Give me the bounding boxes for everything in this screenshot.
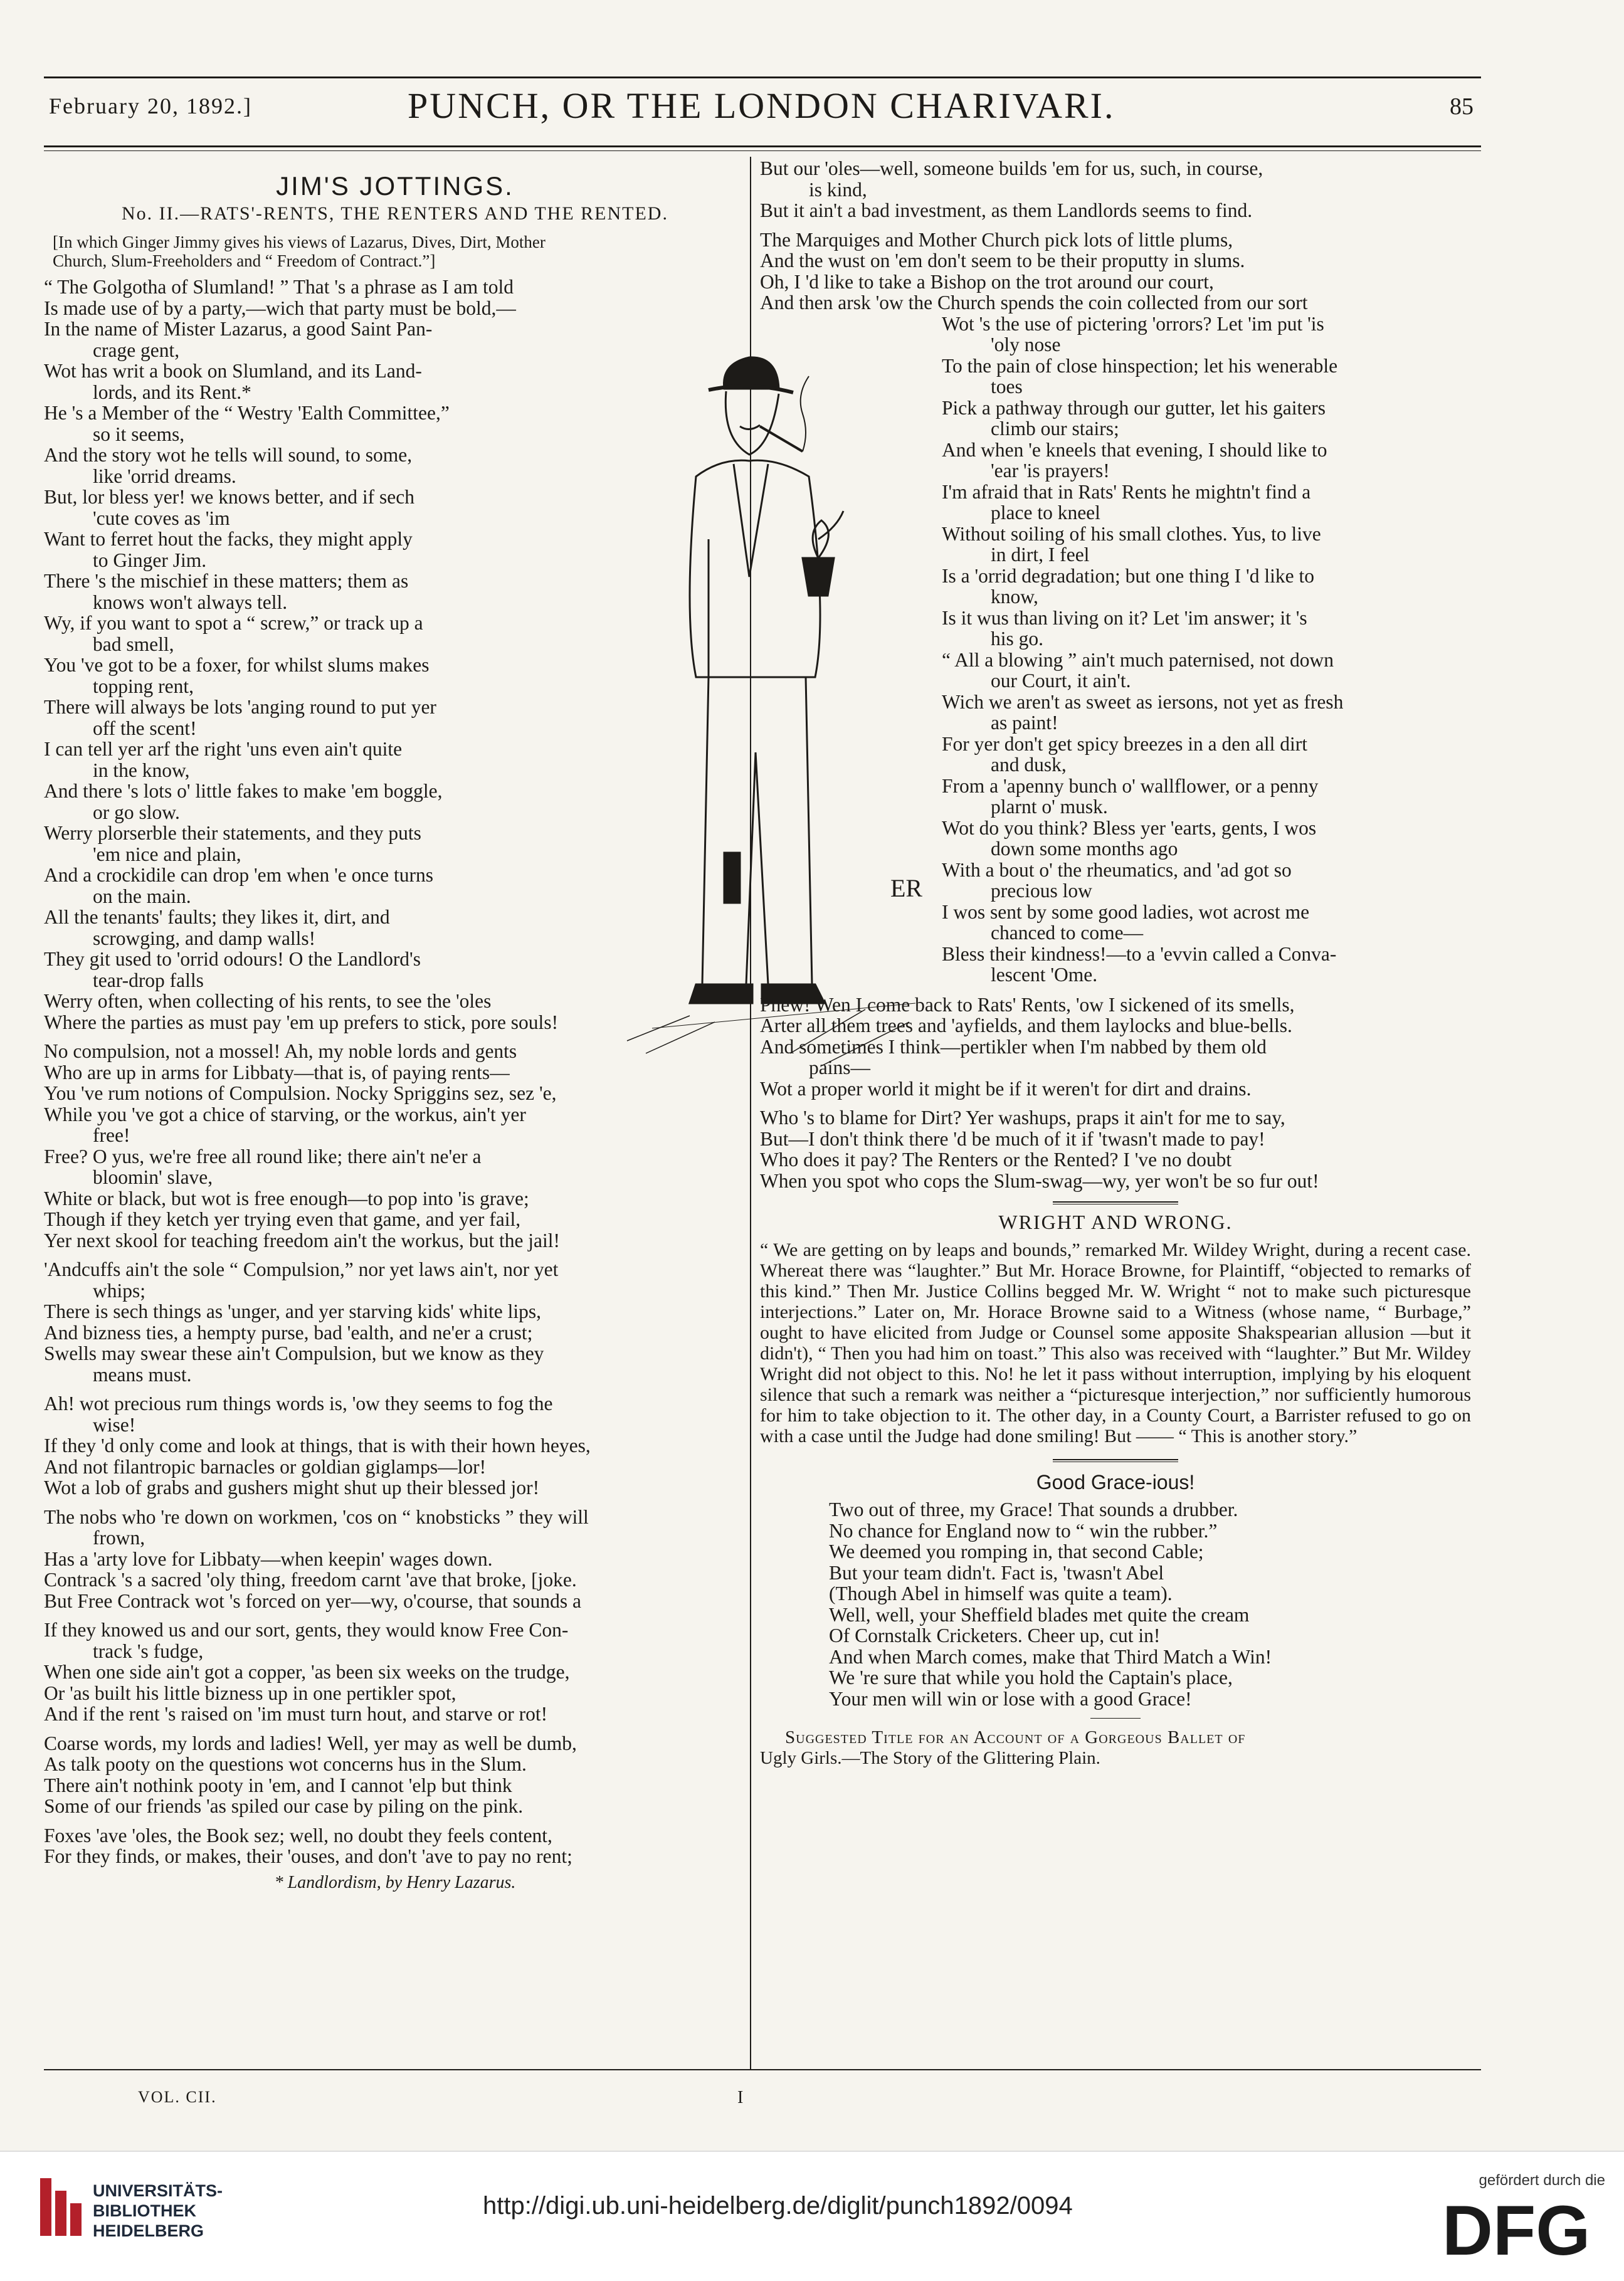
illustrator-monogram: ER: [890, 874, 923, 902]
verse-line: We 're sure that while you hold the Captain's place,: [829, 1667, 1233, 1688]
funding-note: gefördert durch die: [1479, 2172, 1605, 2189]
verse-line: 'ear 'is prayers!: [991, 460, 1110, 482]
verse-line: Swells may swear these ain't Compulsion, but we know as they: [44, 1342, 544, 1364]
verse-line: When one side ain't got a copper, 'as been six weeks on the trudge,: [44, 1661, 570, 1683]
verse-line: precious low: [991, 880, 1092, 902]
poem-stanza-a: [44, 277, 596, 991]
wright-body: “ We are getting on by leaps and bounds,” remarked Mr. Wildey Wright, during a recent case. Whereat there was “laughter.” But Mr. Horace Browne, for Plaintiff, “objected to remarks of this kind.” Then Mr. Justice Collins begged Mr. W. Wright “ not to make such picturesque interjections.” Later on, Mr. Horace Browne said to a Witness (whose name, “ Burbage,” ought to have elicited from Judge or Counsel some apposite Shakspearian allusion —but it didn't), “ Then you had him on toast.” This also was received with “laughter.” But Mr. Wildey Wright did not object to this. No! he let it pass without interruption, implying by his eloquent silence that such a remark was neither a “picturesque interjection,” nor sufficiently humorous for him to take objection to it. The other day, in a County Court, a Barrister refused to go on with a case until the Judge had done smiling! But —— “ This is another story.”: [760, 1239, 1471, 1446]
verse-line: For yer don't get spicy breezes in a den all dirt: [942, 732, 1307, 755]
verse-line: means must.: [93, 1363, 192, 1386]
university-library-logo-icon: [38, 2176, 87, 2238]
verse-line: like 'orrid dreams.: [93, 465, 236, 487]
verse-line: No chance for England now to “ win the rubber.”: [829, 1519, 1218, 1542]
article-note: [In which Ginger Jimmy gives his views of Lazarus, Dives, Dirt, Mother Church, Slum-Freeholders and “ Freedom of Contract.”]: [53, 233, 546, 270]
verse-line: bad smell,: [93, 633, 174, 655]
verse-line: And a crockidile can drop 'em when 'e once turns: [44, 864, 434, 886]
bottom-rule: [44, 2069, 1481, 2070]
issue-date: February 20, 1892.]: [49, 93, 252, 119]
verse-line: whips;: [93, 1279, 146, 1302]
source-url-link[interactable]: http://digi.ub.uni-heidelberg.de/diglit/punch1892/0094: [483, 2192, 1073, 2220]
verse-line: Has a 'arty love for Libbaty—when keepin' wages down.: [44, 1547, 493, 1570]
verse-line: While you 've got a chice of starving, or the workus, ain't yer: [44, 1103, 526, 1125]
verse-line: to Ginger Jim.: [93, 549, 207, 571]
verse-line: place to kneel: [991, 502, 1100, 524]
verse-line: Coarse words, my lords and ladies! Well, yer may as well be dumb,: [44, 1732, 577, 1754]
verse-line: plarnt o' musk.: [991, 796, 1108, 818]
verse-line: Wot a proper world it might be if it weren't for dirt and drains.: [760, 1077, 1252, 1100]
verse-line: wise!: [93, 1413, 136, 1436]
verse-line: 'em nice and plain,: [93, 843, 241, 865]
verse-line: free!: [93, 1124, 130, 1146]
verse-line: I wos sent by some good ladies, wot acrost me: [942, 900, 1310, 923]
verse-line: The nobs who 're down on workmen, 'cos on “ knobsticks ” they will: [44, 1505, 589, 1528]
wright-title: WRIGHT AND WRONG.: [998, 1211, 1233, 1233]
verse-line: Some of our friends 'as spiled our case by piling on the pink.: [44, 1795, 524, 1817]
verse-line: And when March comes, make that Third Match a Win!: [829, 1645, 1272, 1668]
verse-line: on the main.: [93, 885, 191, 907]
verse-line: Or 'as built his little bizness up in one pertikler spot,: [44, 1682, 456, 1704]
verse-line: crage gent,: [93, 339, 180, 361]
verse-line: [760, 221, 1471, 229]
verse-line: Of Cornstalk Cricketers. Cheer up, cut in!: [829, 1625, 1161, 1646]
poem-stanza-r1: [760, 158, 1471, 313]
verse-line: All the tenants' faults; they likes it, dirt, and: [44, 906, 390, 928]
verse-line: “ The Golgotha of Slumland! ” That 's a phrase as I am told: [44, 276, 514, 298]
verse-line: Foxes 'ave 'oles, the Book sez; well, no doubt they feels content,: [44, 1824, 552, 1846]
verse-line: know,: [991, 586, 1038, 608]
verse-line: in dirt, I feel: [991, 544, 1090, 566]
verse-line: And there 's lots o' little fakes to make 'em boggle,: [44, 780, 443, 802]
verse-line: toes: [991, 376, 1023, 398]
grace-title: Good Grace-ious!: [1036, 1470, 1195, 1493]
verse-line: Wich we aren't as sweet as iersons, not yet as fresh: [942, 690, 1344, 713]
top-border: [44, 76, 1481, 78]
verse-line: Contrack 's a sacred 'oly thing, freedom carnt 'ave that broke, [joke.: [44, 1569, 577, 1591]
verse-line: For they finds, or makes, their 'ouses, and don't 'ave to pay no rent;: [44, 1845, 572, 1867]
verse-line: is kind,: [809, 178, 867, 201]
verse-line: lords, and its Rent.*: [93, 381, 251, 403]
verse-line: Wot has writ a book on Slumland, and its Land-: [44, 360, 422, 382]
verse-line: [44, 1499, 746, 1507]
verse-line: scrowging, and damp walls!: [93, 927, 316, 949]
verse-line: Wy, if you want to spot a “ screw,” or track up a: [44, 612, 423, 634]
verse-line: And when 'e kneels that evening, I should like to: [942, 438, 1327, 461]
poem-stanza-r3: [760, 994, 1471, 1192]
verse-line: Is made use of by a party,—wich that party must be bold,—: [44, 297, 516, 319]
verse-line: Wot a lob of grabs and gushers might shut up their blessed jor!: [44, 1477, 540, 1499]
verse-line: Werry plorserble their statements, and they puts: [44, 822, 421, 844]
suggested-title-line1: Suggested Title for an Account of a Gorgeous Ballet of: [785, 1727, 1246, 1747]
verse-line: Werry often, when collecting of his rents, to see the 'oles: [44, 990, 492, 1012]
verse-line: Arter all them trees and 'ayfields, and them laylocks and blue-bells.: [760, 1014, 1292, 1036]
verse-line: tear-drop falls: [93, 969, 204, 991]
section-divider: [1053, 1201, 1178, 1203]
verse-line: Oh, I 'd like to take a Bishop on the trot around our court,: [760, 270, 1214, 293]
verse-line: You 've rum notions of Compulsion. Nocky Spriggins sez, sez 'e,: [44, 1082, 557, 1104]
verse-line: Free? O yus, we're free all round like; there ain't ne'er a: [44, 1145, 482, 1167]
verse-line: But—I don't think there 'd be much of it if 'twasn't made to pay!: [760, 1127, 1265, 1150]
verse-line: He 's a Member of the “ Westry 'Ealth Committee,”: [44, 402, 450, 424]
article-subtitle: No. II.—RATS'-RENTS, THE RENTERS AND THE RENTED.: [122, 203, 668, 224]
page-number: 85: [1450, 93, 1474, 120]
verse-line: chanced to come—: [991, 922, 1144, 944]
verse-line: From a 'apenny bunch o' wallflower, or a penny: [942, 774, 1319, 797]
verse-line: “ All a blowing ” ain't much paternised, not down: [942, 648, 1334, 671]
verse-line: White or black, but wot is free enough—to pop into 'is grave;: [44, 1187, 529, 1209]
verse-line: Who are up in arms for Libbaty—that is, of paying rents—: [44, 1061, 510, 1083]
verse-line: Your men will win or lose with a good Grace!: [829, 1687, 1192, 1710]
verse-line: Without soiling of his small clothes. Yus, to live: [942, 522, 1321, 545]
verse-line: The Marquiges and Mother Church pick lots of little plums,: [760, 228, 1233, 251]
verse-line: And the story wot he tells will sound, to some,: [44, 444, 413, 466]
verse-line: 'oly nose: [991, 334, 1061, 356]
suggested-title-line2: Ugly Girls.—The Story of the Glittering Plain.: [760, 1748, 1100, 1768]
verse-line: We deemed you romping in, that second Cable;: [829, 1541, 1204, 1562]
verse-line: There is sech things as 'unger, and yer starving kids' white lips,: [44, 1300, 542, 1322]
verse-line: As talk pooty on the questions wot concerns hus in the Slum.: [44, 1753, 527, 1775]
verse-line: You 've got to be a foxer, for whilst slums makes: [44, 654, 430, 676]
library-name: UNIVERSITÄTS- BIBLIOTHEK HEIDELBERG: [93, 2181, 223, 2240]
verse-line: frown,: [93, 1527, 145, 1549]
verse-line: And the wust on 'em don't seem to be their proputty in slums.: [760, 250, 1245, 271]
right-column: [760, 158, 1471, 1769]
verse-line: But it ain't a bad investment, as them Landlords seems to find.: [760, 199, 1253, 221]
verse-line: track 's fudge,: [93, 1640, 204, 1662]
verse-line: When you spot who cops the Slum-swag—wy, yer won't be so fur out!: [760, 1169, 1319, 1192]
verse-line: knows won't always tell.: [93, 591, 288, 613]
verse-line: Is it wus than living on it? Let 'im answer; it 's: [942, 606, 1307, 629]
verse-line: And if the rent 's raised on 'im must turn hout, and starve or rot!: [44, 1703, 548, 1725]
verse-line: Two out of three, my Grace! That sounds a drubber.: [829, 1499, 1238, 1520]
verse-line: Wot do you think? Bless yer 'earts, gents, I wos: [942, 816, 1317, 839]
verse-line: bloomin' slave,: [93, 1166, 213, 1188]
verse-line: To the pain of close hinspection; let his wenerable: [942, 354, 1338, 377]
poem-stanza-b: [44, 991, 746, 1867]
verse-line: But our 'oles—well, someone builds 'em for us, such, in course,: [760, 157, 1263, 179]
verse-line: There ain't nothink pooty in 'em, and I cannot 'elp but think: [44, 1774, 512, 1796]
verse-line: Bless their kindness!—to a 'evvin called a Conva-: [942, 942, 1337, 965]
verse-line: topping rent,: [93, 675, 194, 697]
verse-line: Well, well, your Sheffield blades met quite the cream: [829, 1603, 1250, 1626]
verse-line: With a bout o' the rheumatics, and 'ad got so: [942, 858, 1292, 881]
verse-line: his go.: [991, 628, 1044, 650]
header-rule-thin: [44, 150, 1481, 151]
grace-poem: [829, 1499, 1471, 1709]
verse-line: so it seems,: [93, 423, 185, 445]
verse-line: But your team didn't. Fact is, 'twasn't Abel: [829, 1561, 1164, 1584]
footnote: * Landlordism, by Henry Lazarus.: [274, 1872, 516, 1892]
verse-line: off the scent!: [93, 717, 197, 739]
verse-line: And sometimes I think—pertikler when I'm nabbed by them old: [760, 1035, 1267, 1058]
verse-line: or go slow.: [93, 801, 180, 823]
verse-line: No compulsion, not a mossel! Ah, my noble lords and gents: [44, 1040, 517, 1062]
verse-line: Is a 'orrid degradation; but one thing I 'd like to: [942, 564, 1314, 587]
verse-line: Ah! wot precious rum things words is, 'ow they seems to fog the: [44, 1393, 553, 1414]
dfg-logo-icon: [1442, 2194, 1605, 2263]
verse-line: Who does it pay? The Renters or the Rented? I 've no doubt: [760, 1149, 1232, 1171]
section-divider-2: [1053, 1459, 1178, 1460]
verse-line: Though if they ketch yer trying even that game, and yer fail,: [44, 1208, 521, 1230]
header-rule: [44, 145, 1481, 147]
verse-line: Where the parties as must pay 'em up prefers to stick, pore souls!: [44, 1011, 559, 1033]
verse-line: Pick a pathway through our gutter, let his gaiters: [942, 396, 1326, 419]
section-divider-3: [1090, 1718, 1141, 1719]
verse-line: If they 'd only come and look at things, that is with their hown heyes,: [44, 1435, 591, 1457]
article-title: JIM'S JOTTINGS.: [276, 171, 514, 201]
verse-line: 'Andcuffs ain't the sole “ Compulsion,” nor yet laws ain't, nor yet: [44, 1258, 559, 1280]
verse-line: [44, 1817, 746, 1825]
verse-line: as paint!: [991, 712, 1058, 734]
verse-line: down some months ago: [991, 838, 1178, 860]
verse-line: I'm afraid that in Rats' Rents he mightn't find a: [942, 480, 1311, 503]
svg-text:DFG: DFG: [1442, 2194, 1591, 2263]
verse-line: And bizness ties, a hempty purse, bad 'ealth, and ne'er a crust;: [44, 1321, 533, 1344]
verse-line: And not filantropic barnacles or goldian giglamps—lor!: [44, 1455, 487, 1478]
verse-line: But, lor bless yer! we knows better, and if sech: [44, 486, 414, 508]
verse-line: They git used to 'orrid odours! O the Landlord's: [44, 948, 421, 970]
poem-stanza-r2: [942, 313, 1471, 986]
verse-line: lescent 'Ome.: [991, 964, 1098, 986]
verse-line: There 's the mischief in these matters; them as: [44, 570, 409, 592]
volume-label: VOL. CII.: [138, 2088, 217, 2106]
verse-line: In the name of Mister Lazarus, a good Saint Pan-: [44, 318, 433, 340]
masthead-title: PUNCH, OR THE LONDON CHARIVARI.: [408, 85, 1115, 126]
verse-line: But Free Contrack wot 's forced on yer—wy, o'course, that sounds a: [44, 1589, 581, 1612]
verse-line: 'cute coves as 'im: [93, 507, 230, 529]
verse-line: I can tell yer arf the right 'uns even ain't quite: [44, 738, 403, 760]
verse-line: in the know,: [93, 759, 190, 781]
verse-line: [44, 1725, 746, 1733]
verse-line: (Though Abel in himself was quite a team).: [829, 1583, 1173, 1604]
verse-line: Who 's to blame for Dirt? Yer washups, praps it ain't for me to say,: [760, 1107, 1285, 1129]
verse-line: If they knowed us and our sort, gents, they would know Free Con-: [44, 1619, 569, 1641]
verse-line: And then arsk 'ow the Church spends the coin collected from our sort: [760, 292, 1308, 313]
verse-line: Want to ferret hout the facks, they might apply: [44, 528, 413, 550]
verse-line: and dusk,: [991, 754, 1067, 776]
verse-line: There will always be lots 'anging round to put yer: [44, 696, 436, 718]
verse-line: pains—: [809, 1056, 870, 1078]
verse-line: Yer next skool for teaching freedom ain't the workus, but the jail!: [44, 1229, 561, 1251]
verse-line: our Court, it ain't.: [991, 670, 1131, 692]
verse-line: Wot 's the use of pictering 'orrors? Let 'im put 'is: [942, 312, 1324, 335]
verse-line: climb our stairs;: [991, 418, 1119, 440]
signature-mark: I: [737, 2088, 744, 2107]
verse-line: Phew! Wen I come back to Rats' Rents, 'ow I sickened of its smells,: [760, 993, 1295, 1016]
